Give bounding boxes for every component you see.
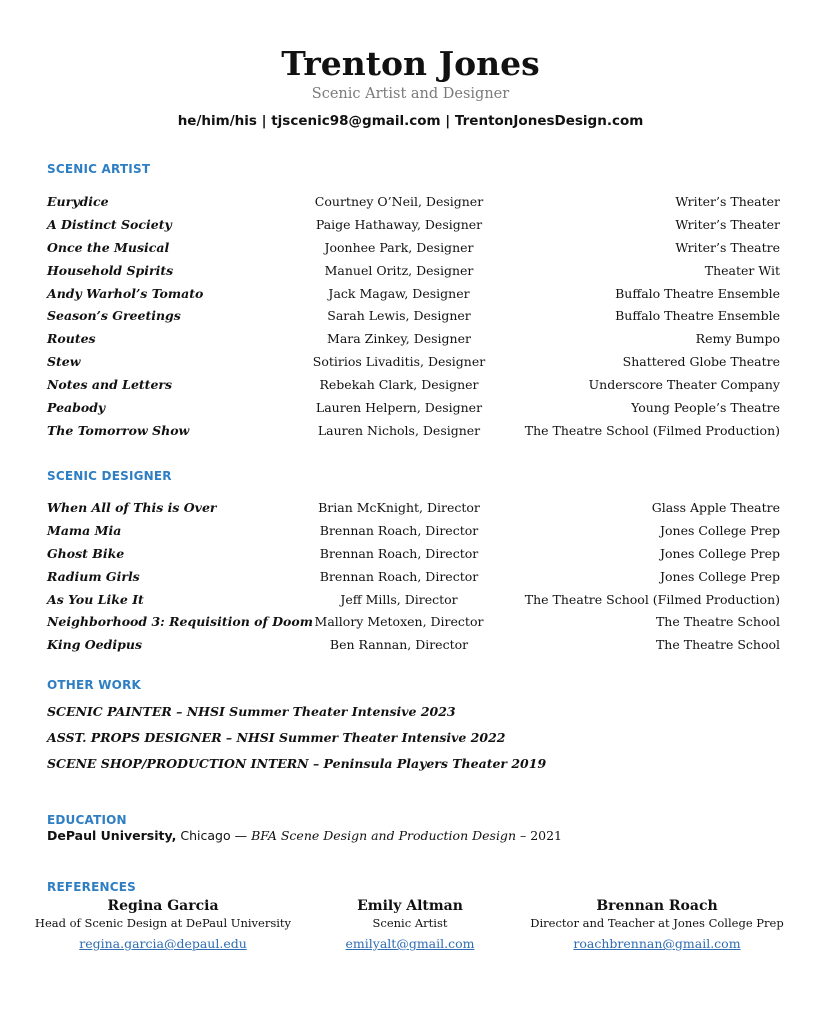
credit-row [47,637,780,660]
production-title: Neighborhood 3: Requisition of Doom [47,614,313,630]
reference-role: Scenic Artist [372,916,448,930]
contact-line: he/him/his | tjscenic98@gmail.com | TrentonJonesDesign.com [177,113,644,129]
credit-row [47,423,780,446]
reference-role: Head of Scenic Design at DePaul University [34,916,292,930]
production-title: Radium Girls [47,568,140,584]
reference-role: Director and Teacher at Jones College Prep [530,916,784,930]
credit-person: Lauren Nichols, Designer [317,422,481,438]
production-title: Eurydice [47,194,109,209]
production-title: Ghost Bike [47,545,125,561]
credit-venue: Remy Bumpo [695,331,780,347]
credit-venue: The Theatre School [655,637,780,653]
credit-row [47,400,780,423]
credit-row [47,354,780,377]
resume-subtitle: Scenic Artist and Designer [311,86,510,102]
production-title: Season’s Greetings [47,308,181,324]
scenic-artist-list [47,194,780,446]
reference-name: Regina Garcia [107,898,219,914]
other-work-item: ASST. PROPS DESIGNER – NHSI Summer Theater Intensive 2022 [47,730,506,745]
reference-entry [280,898,540,952]
production-title: Routes [47,331,96,347]
credit-venue: Buffalo Theatre Ensemble [615,308,780,324]
credit-venue: Jones College Prep [659,545,780,561]
credit-venue: Buffalo Theatre Ensemble [615,285,780,301]
credit-row [47,614,780,637]
reference-entry [527,898,787,952]
reference-email-link[interactable]: emilyalt@gmail.com [345,936,475,951]
credit-row [47,217,780,240]
production-title: Mama Mia [47,522,122,538]
credit-person: Brian McKnight, Director [318,500,480,515]
credit-person: Sotirios Livaditis, Designer [312,354,486,370]
credit-venue: Underscore Theater Company [588,377,780,393]
reference-email-link[interactable]: regina.garcia@depaul.edu [79,936,247,951]
credit-row [47,308,780,331]
credit-venue: The Theatre School (Filmed Production) [524,422,780,438]
credit-venue: Writer’s Theatre [675,239,780,255]
credit-row [47,263,780,286]
credit-venue: Jones College Prep [659,522,780,538]
credit-person: Brennan Roach, Director [319,522,479,538]
reference-email-link[interactable]: roachbrennan@gmail.com [573,936,741,951]
section-heading-references: REFERENCES [47,880,136,894]
credit-person: Sarah Lewis, Designer [327,308,471,324]
reference-name: Brennan Roach [596,898,718,914]
section-heading-scenic-designer: SCENIC DESIGNER [47,469,172,483]
production-title: Peabody [47,400,106,416]
credit-person: Lauren Helpern, Designer [315,400,483,416]
credit-person: Courtney O’Neil, Designer [314,194,484,209]
other-work-item: SCENIC PAINTER – NHSI Summer Theater Intensive 2023 [47,704,456,719]
credit-venue: Writer’s Theater [675,216,780,232]
production-title: Household Spirits [47,262,174,278]
credit-row [47,331,780,354]
credit-row [47,569,780,592]
education-year: – 2021 [516,828,563,843]
credit-row [47,286,780,309]
education-city: Chicago — [176,828,252,843]
credit-person: Manuel Oritz, Designer [324,262,474,278]
credit-venue: Glass Apple Theatre [651,500,780,515]
education-entry [47,828,562,843]
production-title: Stew [47,354,81,370]
production-title: When All of This is Over [47,500,217,515]
scenic-designer-list [47,500,780,660]
production-title: The Tomorrow Show [47,422,190,438]
credit-venue: Theater Wit [704,262,780,278]
education-degree: BFA Scene Design and Production Design [251,828,516,843]
production-title: As You Like It [47,591,144,607]
other-work-item: SCENE SHOP/PRODUCTION INTERN – Peninsula Players Theater 2019 [47,756,547,771]
credit-venue: The Theatre School [655,614,780,630]
production-title: Andy Warhol’s Tomato [47,285,204,301]
credit-row [47,592,780,615]
credit-person: Ben Rannan, Director [329,637,469,653]
credit-row [47,194,780,217]
production-title: Notes and Letters [47,377,173,393]
other-work-list [47,704,546,782]
credit-row [47,546,780,569]
credit-row [47,377,780,400]
section-heading-other-work: OTHER WORK [47,678,142,692]
credit-row [47,500,780,523]
credit-venue: Jones College Prep [659,568,780,584]
reference-entry [33,898,293,952]
credit-person: Joonhee Park, Designer [324,239,474,255]
credit-person: Rebekah Clark, Designer [319,377,479,393]
credit-person: Mara Zinkey, Designer [327,331,471,347]
credit-person: Jeff Mills, Director [340,591,458,607]
resume-name: Trenton Jones [281,44,540,83]
credit-venue: Shattered Globe Theatre [622,354,780,370]
reference-name: Emily Altman [357,898,463,914]
credit-row [47,523,780,546]
education-school: DePaul University, [47,828,177,843]
credit-person: Jack Magaw, Designer [328,285,470,301]
credit-venue: The Theatre School (Filmed Production) [524,591,780,607]
section-heading-education: EDUCATION [47,813,127,827]
credit-person: Mallory Metoxen, Director [314,614,484,630]
production-title: Once the Musical [47,239,170,255]
section-heading-scenic-artist: SCENIC ARTIST [47,162,151,176]
credit-row [47,240,780,263]
credit-person: Brennan Roach, Director [319,568,479,584]
credit-venue: Writer’s Theater [675,194,780,209]
production-title: A Distinct Society [47,216,172,232]
credit-person: Brennan Roach, Director [319,545,479,561]
production-title: King Oedipus [47,637,142,653]
credit-person: Paige Hathaway, Designer [315,216,483,232]
credit-venue: Young People’s Theatre [631,400,780,416]
